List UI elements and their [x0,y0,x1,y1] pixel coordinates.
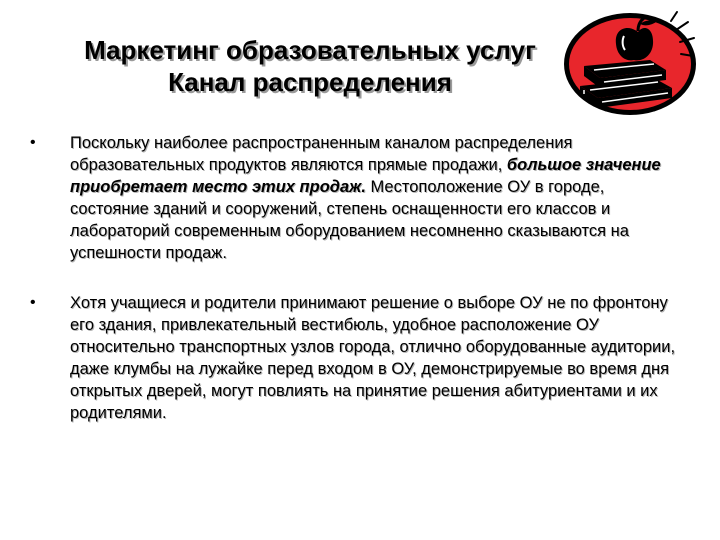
bullet-list [24,132,684,452]
bullet-item-2 [24,292,684,424]
bullet-item-1 [24,132,684,264]
bullet-text-1-emphasis: большое значение приобретает место этих продаж. [70,156,661,196]
bullet-marker: • [30,134,36,151]
title-line-1: Маркетинг образовательных услуг [84,35,536,65]
bullet-text-1-part-1: Поскольку наиболее распространенным каналом распределения образовательных продуктов являются прямые продажи, [70,134,573,174]
apple-books-icon [554,8,700,120]
bullet-text-1-part-2: Местоположение ОУ в городе, состояние зданий и сооружений, степень оснащенности его классов и лабораторий современным оборудованием несомненно сказываются на успешности продаж. [70,178,629,262]
bullet-marker: • [30,294,36,311]
title-line-2: Канал распределения [168,67,452,97]
slide-title [40,34,580,98]
bullet-text-2: Хотя учащиеся и родители принимают решение о выборе ОУ не по фронтону его здания, привлекательный вестибюль, удобное расположение ОУ относительно транспортных узлов города, отлично оборудованные аудитории, даже клумбы на лужайке перед входом в ОУ, демонстрируемые во время дня открытых дверей, могут повлиять на принятие решения абитуриентами и их родителями. [70,294,676,422]
bullet-text-1 [70,132,684,264]
